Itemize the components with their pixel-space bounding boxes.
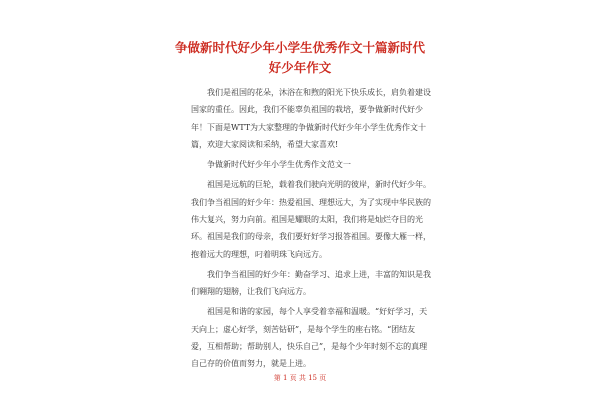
title-line-1: 争做新时代好少年小学生优秀作文十篇新时代 [174, 40, 425, 55]
page-footer: 第 1 页 共 15 页 [273, 374, 327, 382]
intro-paragraph: 我们是祖国的花朵，沐浴在和煦的阳光下快乐成长，肩负着建设国家的重任。因此，我们不能辜负祖国的栽培，要争做新时代好少年！下面是WTT为大家整理的争做新时代好少年小学生优秀作文十篇，欢迎大家阅读和采纳，希望大家喜欢! [191, 88, 431, 150]
document-body [191, 84, 431, 375]
body-paragraph: 我们争当祖国的好少年：勤奋学习、追求上进，丰富的知识是我们翱翔的翅膀，让我们飞向远方。 [191, 269, 431, 297]
document-title [150, 38, 450, 78]
section-heading: 争做新时代好少年小学生优秀作文范文一 [207, 160, 351, 170]
title-line-2: 好少年作文 [268, 60, 332, 75]
body-paragraph: 祖国是和谐的家园，每个人享受着幸福和温暖。“好好学习，天天向上；虚心好学，刻苦钻研”，是每个学生的座右铭。“团结友爱，互相帮助；帮助别人，快乐自己”，是每个少年时刻不忘的真理自己存的价值而努力，就是上进。 [191, 307, 428, 369]
body-paragraph: 祖国是远航的巨轮，载着我们驶向光明的彼岸，新时代好少年。我们争当祖国的好少年：热爱祖国、理想远大，为了实现中华民族的伟大复兴，努力向前。祖国是耀眼的太阳，我们将是灿烂夺目的光环。祖国是我们的母亲，我们要好好学习报答祖国。要像大雁一样，抱着远大的理想，叼着明珠飞向远方。 [191, 180, 431, 259]
